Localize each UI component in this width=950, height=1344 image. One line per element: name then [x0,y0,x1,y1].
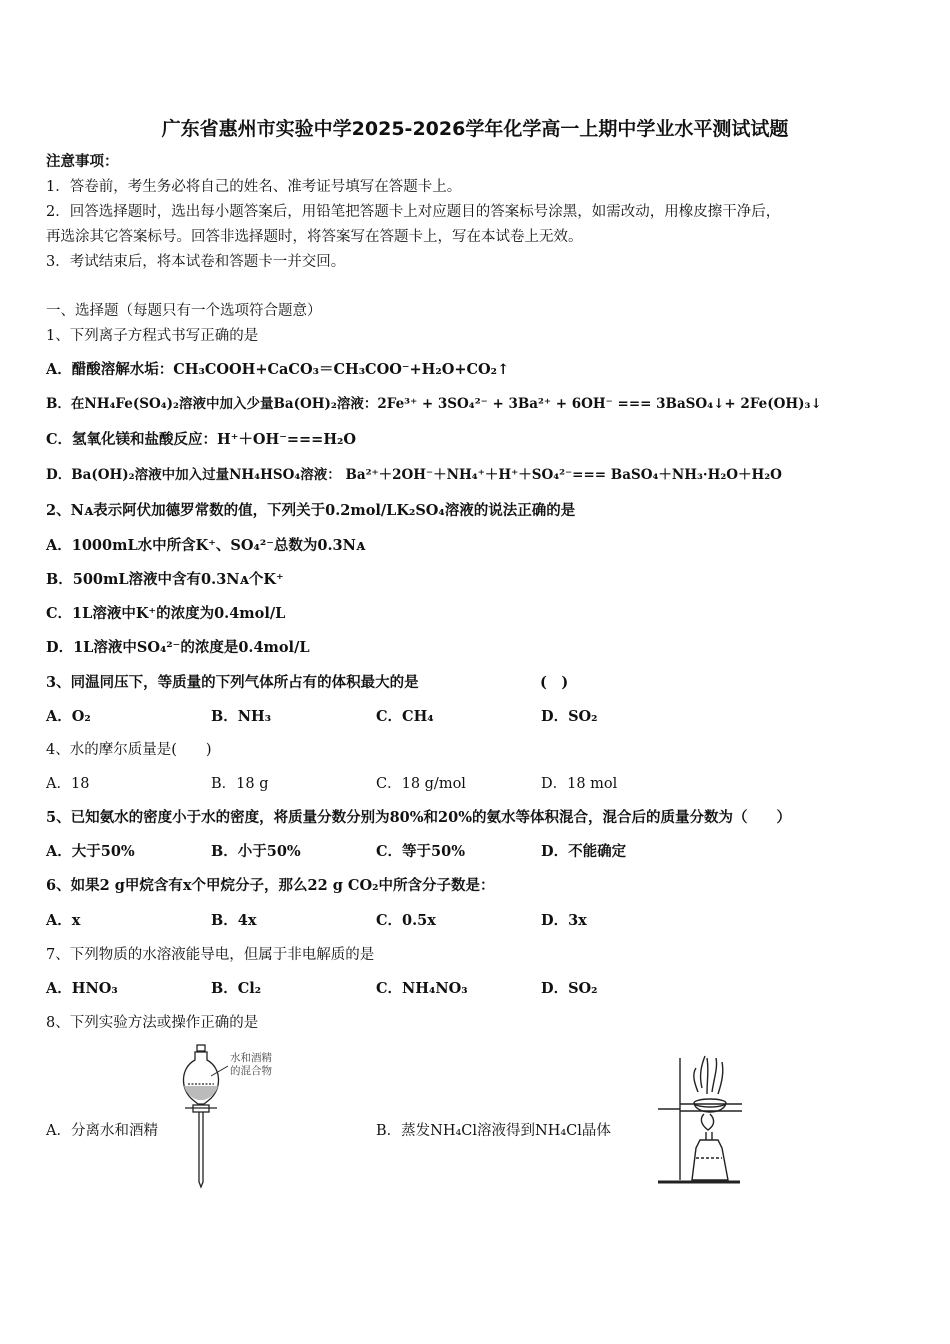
q4-option-a: A．18 [46,776,90,792]
q7-option-b: B．Cl₂ [211,980,262,997]
notes-heading: 注意事项： [46,153,119,170]
q6-option-d: D．3x [541,912,587,929]
separatory-funnel-figure [178,1042,290,1190]
q2-option-c: C．1L溶液中K⁺的浓度为0.4mol/L [46,605,286,622]
q5-option-c: C．等于50% [376,843,465,860]
q3-answer-paren: ( ) [540,674,569,691]
funnel-label-line-1: 水和酒精 [230,1052,272,1064]
note-1: 1．答卷前，考生务必将自己的姓名、准考证号填写在答题卡上。 [46,179,462,195]
q8-stem: 8、下列实验方法或操作正确的是 [46,1015,259,1031]
q7-option-a: A．HNO₃ [46,980,118,997]
q2-option-d: D．1L溶液中SO₄²⁻的浓度是0.4mol/L [46,639,310,656]
q7-option-d: D．SO₂ [541,980,598,997]
q4-option-c: C．18 g/mol [376,776,466,792]
exam-title: 广东省惠州市实验中学2025-2026学年化学高一上期中学业水平测试试题 [161,118,789,140]
q3-option-b: B．NH₃ [211,708,272,725]
q4-option-b: B．18 g [211,776,269,792]
q5-option-a: A．大于50% [46,843,135,860]
q2-stem: 2、Nᴀ表示阿伏加德罗常数的值，下列关于0.2mol/LK₂SO₄溶液的说法正确的是 [46,502,576,519]
q8-option-a: A．分离水和酒精 [46,1123,158,1139]
q8-option-b: B．蒸发NH₄Cl溶液得到NH₄Cl晶体 [376,1123,611,1139]
q1-option-d: D．Ba(OH)₂溶液中加入过量NH₄HSO₄溶液： Ba²⁺＋2OH⁻＋NH₄⁺＋H⁺＋SO₄²⁻=== BaSO₄＋NH₃·H₂O＋H₂O [46,467,782,483]
funnel-label-line-2: 的混合物 [230,1065,272,1077]
q1-option-c: C．氢氧化镁和盐酸反应：H⁺＋OH⁻===H₂O [46,431,357,448]
q5-option-b: B．小于50% [211,843,301,860]
q6-option-a: A．x [46,912,81,929]
note-3: 3．考试结束后，将本试卷和答题卡一并交回。 [46,254,346,270]
q5-stem: 5、已知氨水的密度小于水的密度，将质量分数分别为80%和20%的氨水等体积混合，混合后的质量分数为（ ） [46,809,791,826]
q5-option-d: D．不能确定 [541,843,627,860]
section-heading: 一、选择题（每题只有一个选项符合题意） [46,303,322,319]
q1-option-b: B．在NH₄Fe(SO₄)₂溶液中加入少量Ba(OH)₂溶液：2Fe³⁺ + 3SO₄²⁻ + 3Ba²⁺ + 6OH⁻ === 3BaSO₄↓+ 2Fe(OH)₃↓ [46,396,822,412]
q1-stem: 1、下列离子方程式书写正确的是 [46,328,259,344]
q4-stem: 4、水的摩尔质量是( ) [46,742,212,758]
q6-option-c: C．0.5x [376,912,436,929]
q1-option-a: A．醋酸溶解水垢：CH₃COOH+CaCO₃＝CH₃COO⁻+H₂O+CO₂↑ [46,361,510,378]
q7-stem: 7、下列物质的水溶液能导电，但属于非电解质的是 [46,947,375,963]
q7-option-c: C．NH₄NO₃ [376,980,468,997]
q6-stem: 6、如果2 g甲烷含有x个甲烷分子，那么22 g CO₂中所含分子数是： [46,877,495,894]
note-2-line-1: 2．回答选择题时，选出每小题答案后，用铅笔把答题卡上对应题目的答案标号涂黑，如需改动，用橡皮擦干净后， [46,204,781,220]
q4-option-d: D．18 mol [541,776,618,792]
q3-option-d: D．SO₂ [541,708,598,725]
q3-option-c: C．CH₄ [376,708,434,725]
q3-stem: 3、同温同压下，等质量的下列气体所占有的体积最大的是 [46,674,419,691]
note-2-line-2: 再选涂其它答案标号。回答非选择题时，将答案写在答题卡上，写在本试卷上无效。 [46,229,583,245]
q2-option-a: A．1000mL水中所含K⁺、SO₄²⁻总数为0.3Nᴀ [46,537,366,554]
q3-option-a: A．O₂ [46,708,91,725]
evaporation-apparatus-figure [652,1048,752,1188]
q6-option-b: B．4x [211,912,257,929]
q2-option-b: B．500mL溶液中含有0.3Nᴀ个K⁺ [46,571,284,588]
